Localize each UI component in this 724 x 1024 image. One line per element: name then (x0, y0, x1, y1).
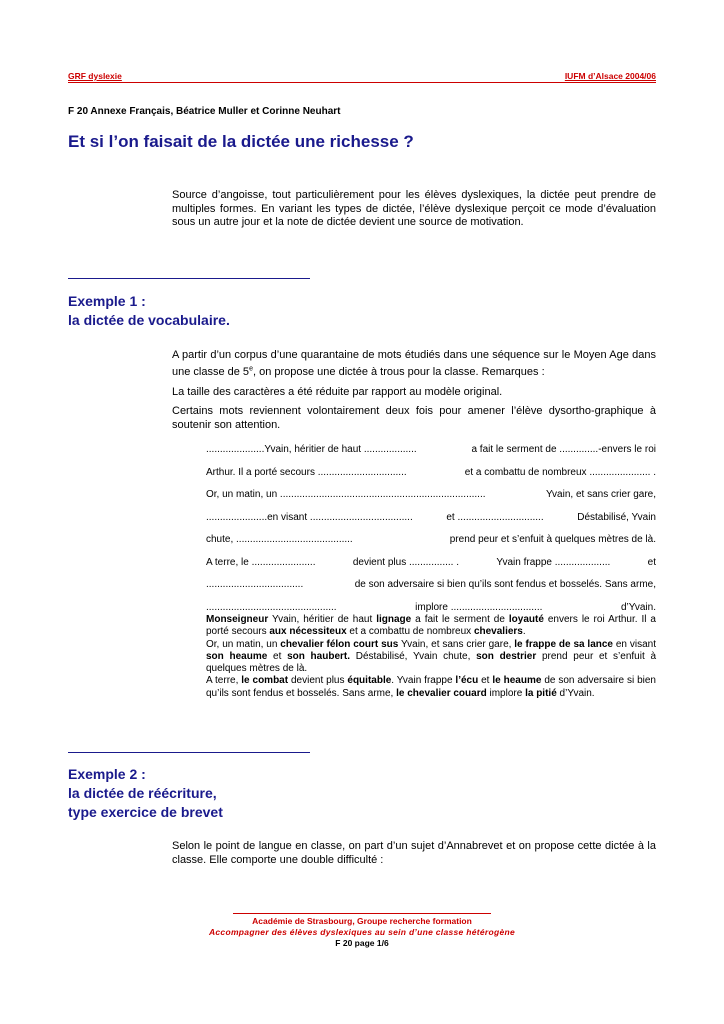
dictee-segment: Déstabilisé, Yvain (577, 511, 656, 523)
example1-para1-text: A partir d’un corpus d’une quarantaine de mots étudiés dans une séquence sur le Moyen Age dans une classe de 5e, on propose une dictée à trous pour la classe. Remarques : (172, 349, 656, 379)
example2-title-line3: type exercice de brevet (68, 804, 223, 820)
dictee-segment: a fait le serment de ..............-envers le roi (471, 444, 656, 455)
dictee-segment: et ............................... (446, 511, 544, 523)
correction-keyword: le chevalier couard (396, 687, 487, 699)
dictee-correction: Monseigneur Yvain, héritier de haut lignage a fait le serment de loyauté envers le roi Arthur. Il a porté secours aux nécessiteux et a combattu de nombreux chevaliers. Or, un matin, un chevalier félon court sus Yvain, et sans crier gare, le frappe de sa lance en visant son heaume et son haubert. Déstabilisé, Yvain chute, son destrier prend peur et s’enfuit à quelques mètres de là. A terre, le combat devient plus équitable. Yvain frappe l’écu et le heaume de son adversaire si bien qu’ils sont fendus et bosselés. Sans arme, le chevalier couard implore la pitié d’Yvain. (206, 614, 656, 699)
example2-title-line2: la dictée de réécriture, (68, 785, 217, 801)
dictee-segment: ................................... (206, 579, 304, 590)
dictee-segment: d’Yvain. (620, 601, 656, 613)
dictee-line (206, 467, 656, 490)
example1-title-line2: la dictée de vocabulaire. (68, 312, 230, 328)
section-separator (68, 752, 310, 753)
dictee-segment: Yvain, et sans crier gare, (545, 489, 656, 500)
dictee-a-trous (206, 444, 656, 624)
correction-keyword: le heaume (492, 675, 542, 687)
correction-keyword: équitable (347, 675, 392, 687)
section-separator (68, 278, 310, 279)
page-header (68, 70, 656, 83)
footer-line2: Accompagner des élèves dyslexiques au sein d’une classe hétérogène (208, 927, 516, 937)
dictee-segment: .....................Yvain, héritier de haut ................... (206, 444, 417, 455)
dictee-segment: ......................en visant ..................................... (206, 511, 413, 523)
correction-keyword: loyauté (508, 614, 544, 625)
dictee-segment: ............................................... (206, 601, 337, 613)
authors-line: F 20 Annexe Français, Béatrice Muller et Corinne Neuhart (68, 106, 341, 117)
correction-keyword: le combat (241, 675, 289, 687)
dictee-line (206, 489, 656, 512)
footer-rule (233, 913, 491, 914)
document-title: Et si l’on faisait de la dictée une richesse ? (68, 132, 414, 151)
example2-title-line1: Exemple 2 : (68, 766, 146, 782)
correction-keyword: lignage (376, 614, 412, 625)
dictee-line (206, 534, 656, 557)
correction-keyword: aux nécessiteux (269, 626, 347, 638)
dictee-segment: et (647, 556, 656, 568)
correction-keyword: le frappe de sa lance (514, 638, 613, 650)
correction-keyword: son destrier (476, 650, 537, 662)
dictee-segment: A terre, le ....................... (206, 556, 316, 568)
dictee-segment: de son adversaire si bien qu’ils sont fendus et bosselés. Sans arme, (354, 579, 656, 590)
example1-para3: Certains mots reviennent volontairement deux fois pour amener l’élève dysortho-graphique à soutenir son attention. (172, 405, 656, 431)
dictee-line (206, 444, 656, 467)
page-footer (0, 913, 724, 949)
example1-title (68, 292, 230, 330)
dictee-segment: chute, .......................................... (206, 534, 353, 545)
correction-keyword: son heaume (206, 650, 268, 662)
example2-title (68, 765, 223, 822)
intro-paragraph: Source d’angoisse, tout particulièrement pour les élèves dyslexiques, la dictée peut prendre de multiples formes. En variant les types de dictée, l’élève dyslexique perçoit ce mode d’évaluation sous un autre jour et la note de dictée devient une source de motivation. (172, 189, 656, 228)
dictee-segment: implore ................................. (415, 601, 543, 613)
correction-keyword: chevaliers (473, 626, 523, 638)
dictee-segment: Arthur. Il a porté secours ................................ (206, 466, 407, 478)
dictee-line (206, 557, 656, 580)
example1-para2: La taille des caractères a été réduite par rapport au modèle original. (172, 385, 503, 398)
correction-keyword: chevalier félon court sus (280, 638, 399, 650)
header-left: GRF dyslexie (68, 71, 122, 81)
dictee-line (206, 579, 656, 602)
correction-keyword: l’écu (455, 675, 479, 687)
example1-text (172, 349, 656, 438)
correction-keyword: la pitié (525, 687, 557, 699)
dictee-segment: et a combattu de nombreux ...................... . (464, 466, 656, 478)
correction-keyword: son haubert. (287, 650, 351, 662)
dictee-segment: Or, un matin, un .......................................................................... (206, 489, 486, 500)
dictee-segment: Yvain frappe .................... (496, 556, 611, 568)
example2-text (172, 840, 656, 873)
correction-keyword: Monseigneur (206, 614, 269, 625)
footer-page-number: F 20 page 1/6 (335, 938, 389, 948)
dictee-segment: prend peur et s’enfuit à quelques mètres de là. (449, 534, 656, 545)
header-right: IUFM d’Alsace 2004/06 (564, 71, 656, 81)
dictee-segment: devient plus ................ . (352, 556, 459, 568)
example2-para1: Selon le point de langue en classe, on part d’un sujet d’Annabrevet et on propose cette dictée à la classe. Elle comporte une double difficulté : (172, 840, 656, 866)
example1-title-line1: Exemple 1 : (68, 293, 146, 309)
intro-section (172, 189, 656, 236)
example1-para1 (172, 349, 656, 380)
footer-line1: Académie de Strasbourg, Groupe recherche formation (252, 916, 472, 926)
dictee-line (206, 512, 656, 535)
